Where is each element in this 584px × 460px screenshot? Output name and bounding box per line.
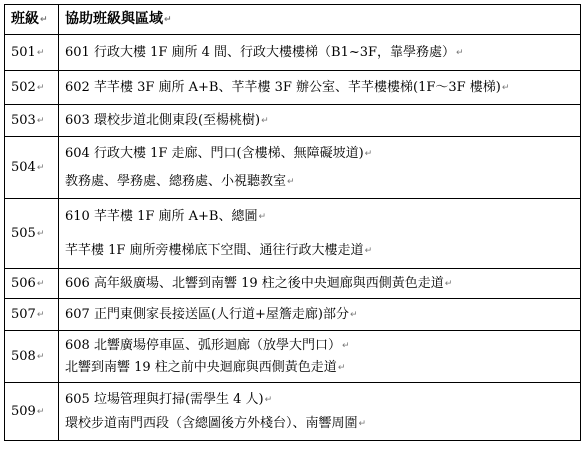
paragraph-mark-icon: ↵ xyxy=(36,309,45,320)
table-row xyxy=(5,299,581,331)
area-line: 610 芊芊樓 1F 廁所 A+B、總圖↵ xyxy=(65,208,267,224)
class-number: 507 xyxy=(11,306,36,322)
area-cell xyxy=(59,199,581,269)
paragraph-mark-icon: ↵ xyxy=(36,228,45,239)
area-line: 605 垃場管理與打掃(需學生 4 人)↵ xyxy=(65,391,273,407)
paragraph-mark-icon: ↵ xyxy=(264,394,273,405)
paragraph-mark-icon: ↵ xyxy=(456,47,464,58)
table-row xyxy=(5,137,581,199)
paragraph-mark-icon: ↵ xyxy=(364,148,373,159)
area-line: 606 高年級廣場、北響到南響 19 柱之後中央迴廊與西側黃色走道↵ xyxy=(65,275,453,291)
paragraph-mark-icon: ↵ xyxy=(358,418,367,429)
class-cell xyxy=(5,299,59,331)
assignment-table xyxy=(4,4,581,441)
header-area-label: 協助班級與區域 xyxy=(65,11,163,27)
class-cell xyxy=(5,269,59,299)
area-line: 環校步道南門西段（含總圖後方外棧台）、南響周圍↵ xyxy=(65,415,367,431)
area-cell xyxy=(59,331,581,383)
paragraph-mark-icon: ↵ xyxy=(258,211,267,222)
paragraph-mark-icon: ↵ xyxy=(501,82,510,93)
header-class-cell xyxy=(5,5,59,35)
area-cell xyxy=(59,137,581,199)
class-cell xyxy=(5,137,59,199)
header-area-cell xyxy=(59,5,581,35)
paragraph-mark-icon: ↵ xyxy=(164,15,172,25)
class-cell xyxy=(5,331,59,383)
class-number: 504 xyxy=(11,159,36,175)
paragraph-mark-icon: ↵ xyxy=(341,340,350,351)
class-number: 509 xyxy=(11,403,36,419)
table-row xyxy=(5,105,581,137)
class-number: 508 xyxy=(11,348,36,364)
area-line: 芊芊樓 1F 廁所旁樓梯底下空間、通往行政大樓走道↵ xyxy=(65,242,373,258)
class-cell xyxy=(5,199,59,269)
paragraph-mark-icon: ↵ xyxy=(36,351,45,362)
table-row xyxy=(5,383,581,441)
area-line: 607 正門東側家長接送區(人行道+屋簷走廊)部分↵ xyxy=(65,306,358,322)
paragraph-mark-icon: ↵ xyxy=(337,362,346,373)
paragraph-mark-icon: ↵ xyxy=(261,115,269,126)
area-line: 601 行政大樓 1F 廁所 4 間、行政大樓樓梯（B1~3F，靠學務處）↵ xyxy=(65,44,464,60)
class-cell xyxy=(5,105,59,137)
table-row xyxy=(5,199,581,269)
table-row xyxy=(5,71,581,105)
paragraph-mark-icon: ↵ xyxy=(349,309,358,320)
paragraph-mark-icon: ↵ xyxy=(287,176,295,187)
area-line: 602 芊芊樓 3F 廁所 A+B、芊芊樓 3F 辦公室、芊芊樓樓梯(1F～3F 樓梯)↵ xyxy=(65,79,510,95)
paragraph-mark-icon: ↵ xyxy=(36,47,45,58)
table-row xyxy=(5,35,581,71)
class-number: 502 xyxy=(11,79,36,95)
area-line: 604 行政大樓 1F 走廊、門口(含樓梯、無障礙坡道)↵ xyxy=(65,145,373,161)
paragraph-mark-icon: ↵ xyxy=(36,406,45,417)
paragraph-mark-icon: ↵ xyxy=(36,115,45,126)
paragraph-mark-icon: ↵ xyxy=(40,15,48,25)
class-number: 505 xyxy=(11,225,36,241)
paragraph-mark-icon: ↵ xyxy=(364,245,373,256)
area-line: 北響到南響 19 柱之前中央迴廊與西側黃色走道↵ xyxy=(65,359,346,375)
area-cell xyxy=(59,105,581,137)
header-row xyxy=(5,5,581,35)
paragraph-mark-icon: ↵ xyxy=(36,82,45,93)
table-row xyxy=(5,269,581,299)
class-cell xyxy=(5,71,59,105)
class-cell xyxy=(5,35,59,71)
class-cell xyxy=(5,383,59,441)
area-cell xyxy=(59,383,581,441)
area-cell xyxy=(59,299,581,331)
area-cell xyxy=(59,35,581,71)
area-cell xyxy=(59,71,581,105)
paragraph-mark-icon: ↵ xyxy=(444,278,453,289)
area-line: 教務處、學務處、總務處、小視聽教室↵ xyxy=(65,173,295,189)
class-number: 503 xyxy=(11,112,36,128)
header-class-label: 班級 xyxy=(11,11,39,27)
area-line: 603 環校步道北側東段(至楊桃樹)↵ xyxy=(65,112,269,128)
class-number: 501 xyxy=(11,44,36,60)
area-cell xyxy=(59,269,581,299)
area-line: 608 北響廣場停車區、弧形迴廊（放學大門口）↵ xyxy=(65,337,350,353)
paragraph-mark-icon: ↵ xyxy=(36,162,45,173)
class-number: 506 xyxy=(11,275,36,291)
paragraph-mark-icon: ↵ xyxy=(36,278,45,289)
table-row xyxy=(5,331,581,383)
